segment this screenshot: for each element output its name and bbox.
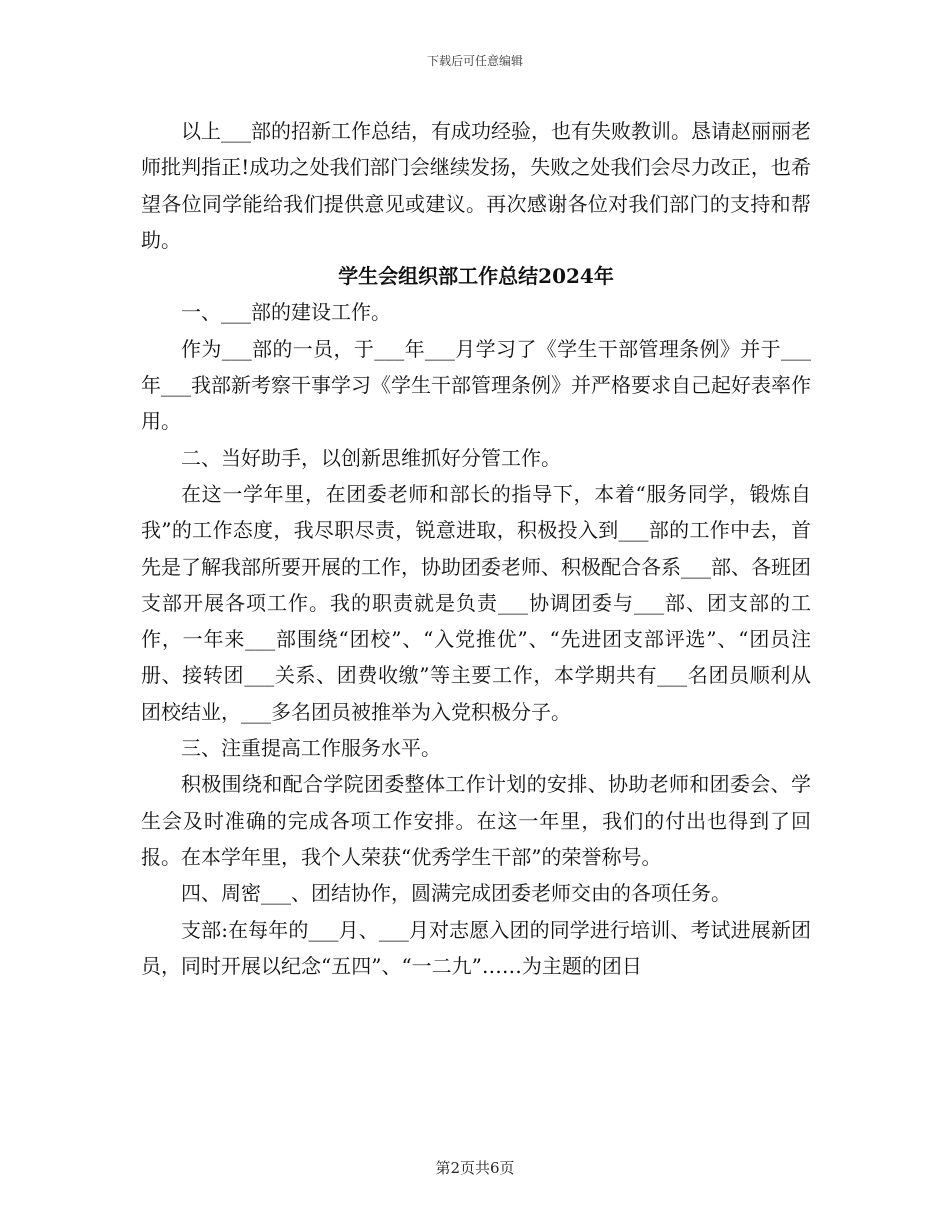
heading-1: 一、___部的建设工作。	[181, 300, 391, 325]
paragraph-3: 积极围绕和配合学院团委整体工作计划的安排、协助老师和团委会、学生会及时准确的完成各项工作安排。在这一年里，我们的付出也得到了回报。在本学年里，我个人荣获“优秀学生干部”的荣誉称号。	[141, 772, 811, 869]
section-title: 学生会组织部工作总结2024年	[338, 264, 614, 289]
paragraph-2: 在这一学年里，在团委老师和部长的指导下，本着“服务同学，锻炼自我”的工作态度，我尽职尽责，锐意进取，积极投入到___部的工作中去，首先是了解我部所要开展的工作，协助团委老师、积极配合各系___部、各班团支部开展各项工作。我的职责就是负责___协调团委与___部、团支部的工作，一年来___部围绕“团校”、“入党推优”、“先进团支部评选”、“团员注册、接转团___关系、团费收缴”等主要工作，本学期共有___名团员顺利从团校结业，___多名团员被推举为入党积极分子。	[141, 481, 811, 724]
heading-3: 三、注重提高工作服务水平。	[181, 736, 441, 761]
paragraph-1: 作为___部的一员，于___年___月学习了《学生干部管理条例》并于___年___我部新考察干事学习《学生干部管理条例》并严格要求自己起好表率作用。	[141, 336, 811, 434]
heading-2: 二、当好助手，以创新思维抓好分管工作。	[181, 445, 561, 470]
document-body	[141, 113, 811, 984]
heading-4: 四、周密___、团结协作，圆满完成团委老师交由的各项任务。	[181, 881, 731, 906]
paragraph-4: 支部:在每年的___月、___月对志愿入团的同学进行培训、考试进展新团员，同时开展以纪念“五四”、“一二九”……为主题的团日	[141, 917, 811, 978]
page-header-note: 下载后可任意编辑	[426, 54, 523, 68]
page-number: 第2页共6页	[435, 1159, 515, 1177]
paragraph-closing-summary: 以上___部的招新工作总结，有成功经验，也有失败教训。恳请赵丽丽老师批判指正!成功之处我们部门会继续发扬，失败之处我们会尽力改正，也希望各位同学能给我们提供意见或建议。再次感谢各位对我们部门的支持和帮助。	[141, 119, 811, 252]
